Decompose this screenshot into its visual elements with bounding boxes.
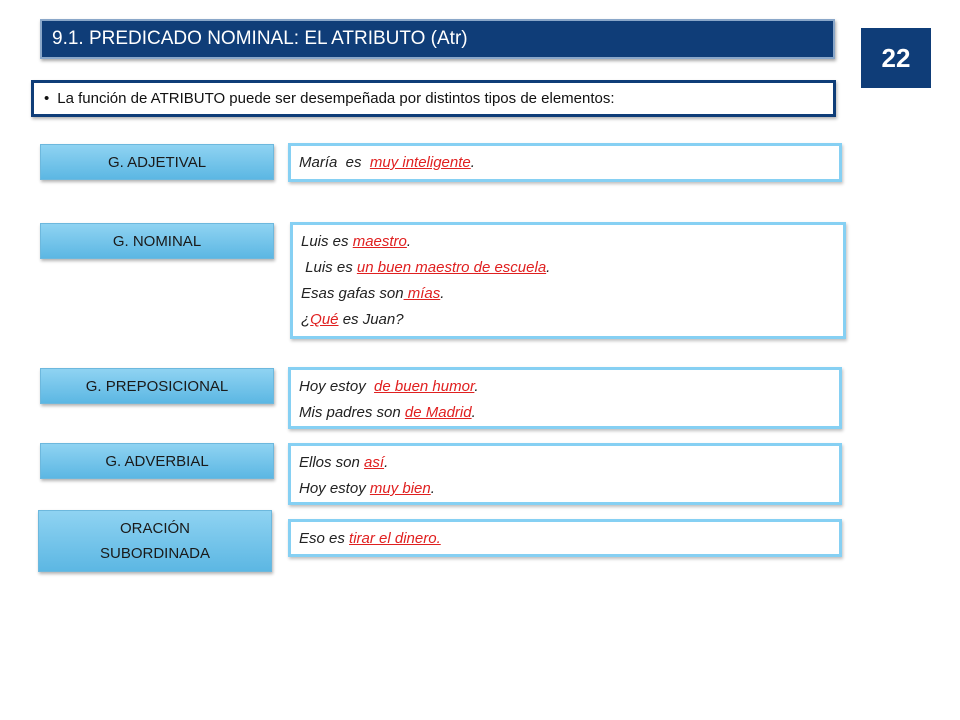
example-line [301, 255, 835, 281]
atributo-highlight: muy bien [369, 480, 431, 497]
sentence-text: Hoy estoy [299, 378, 375, 395]
example-adverbial [288, 443, 842, 505]
atributo-highlight: así [364, 454, 385, 471]
label-adjetival: G. ADJETIVAL [40, 144, 274, 180]
example-preposicional [288, 367, 842, 429]
sentence-text: Esas gafas son [301, 285, 404, 302]
intro-text: La función de ATRIBUTO puede ser desempeñada por distintos tipos de elementos: [57, 90, 615, 107]
example-line [299, 400, 831, 426]
example-line [301, 229, 835, 255]
sentence-text: . [546, 259, 551, 276]
atributo-highlight: mías [403, 285, 441, 302]
sentence-text: . [471, 404, 476, 421]
sentence-text: es Juan? [338, 311, 404, 328]
label-nominal: G. NOMINAL [40, 223, 274, 259]
sentence-text: . [440, 285, 445, 302]
example-line [299, 526, 831, 552]
sentence-text: . [384, 454, 389, 471]
intro-box [31, 80, 836, 117]
example-line [301, 281, 835, 307]
sentence-text: Eso es [299, 530, 350, 547]
label-line-1: ORACIÓN [119, 520, 190, 537]
label-oracion-subordinada [38, 510, 272, 572]
example-line [299, 450, 831, 476]
atributo-highlight: maestro [352, 233, 407, 250]
sentence-text: Mis padres son [299, 404, 405, 421]
sentence-text: Ellos son [299, 454, 365, 471]
atributo-highlight: de buen humor [374, 378, 475, 395]
sentence-text: María es [299, 154, 370, 171]
slide-title: 9.1. PREDICADO NOMINAL: EL ATRIBUTO (Atr) [40, 19, 835, 59]
sentence-text: . [406, 233, 412, 250]
sentence-text: ¿ [301, 311, 311, 328]
label-adverbial: G. ADVERBIAL [40, 443, 274, 479]
atributo-highlight: tirar el dinero. [349, 530, 441, 547]
example-adjetival [288, 143, 842, 182]
label-line-2: SUBORDINADA [99, 545, 211, 562]
atributo-highlight: un buen maestro de escuela [356, 259, 547, 276]
sentence-text: Hoy estoy [299, 480, 370, 497]
sentence-text: Luis es [301, 259, 357, 276]
bullet-icon: • [44, 90, 50, 107]
example-nominal [290, 222, 846, 339]
atributo-highlight: de Madrid [404, 404, 472, 421]
sentence-text: . [470, 154, 475, 171]
example-line [299, 476, 831, 502]
label-preposicional: G. PREPOSICIONAL [40, 368, 274, 404]
example-line [299, 374, 831, 400]
sentence-text: . [430, 480, 435, 497]
sentence-text: . [474, 378, 479, 395]
sentence-text: Luis es [301, 233, 353, 250]
slide-number: 22 [861, 28, 931, 88]
example-oracion-subordinada [288, 519, 842, 557]
example-line [299, 150, 831, 176]
example-line [301, 307, 835, 333]
atributo-highlight: muy inteligente [369, 154, 471, 171]
atributo-highlight: Qué [310, 311, 339, 328]
